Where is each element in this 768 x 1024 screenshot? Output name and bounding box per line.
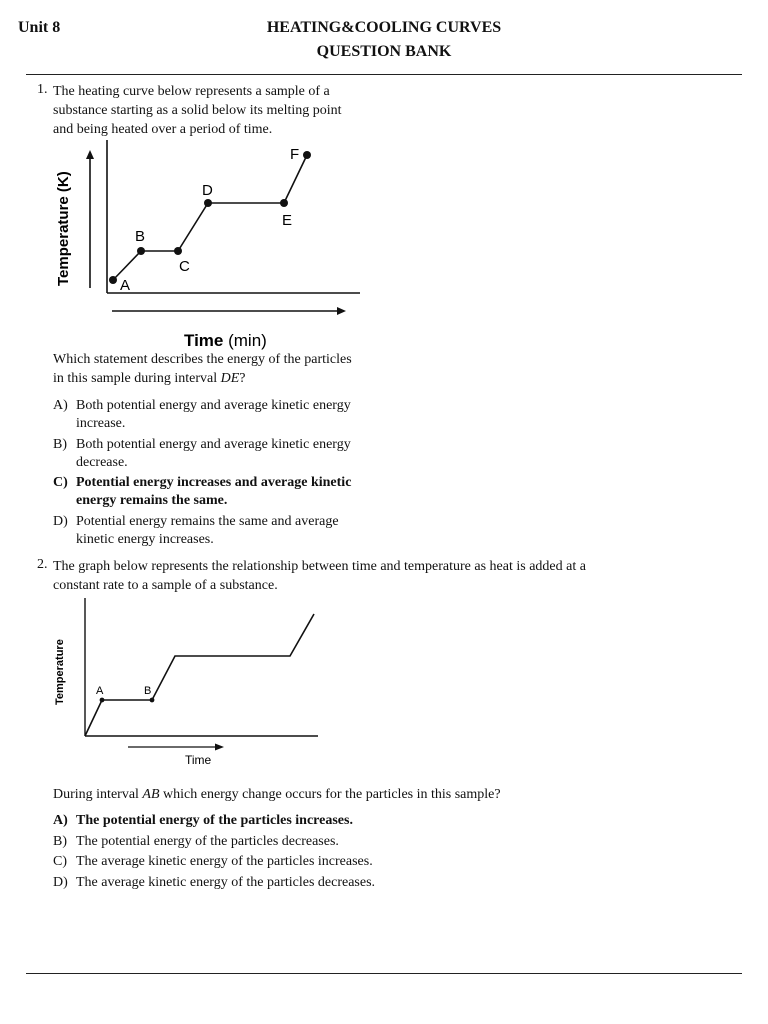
option-text: The average kinetic energy of the particles decreases. bbox=[76, 875, 376, 890]
q2-y-label: Temperature bbox=[54, 639, 66, 705]
option-line: Potential energy increases and average kinetic bbox=[76, 475, 352, 490]
q2-question-post: which energy change occurs for the particles in this sample? bbox=[159, 787, 501, 802]
q1-chart-bg bbox=[48, 138, 378, 350]
q1-label-a: A bbox=[120, 277, 131, 294]
q2-question-pre: During interval bbox=[53, 787, 143, 802]
option-line: Both potential energy and average kinetic energy bbox=[76, 437, 351, 452]
q1-x-label-main: Time bbox=[184, 331, 224, 350]
q2-stem-line: The graph below represents the relationship between time and temperature as heat is added at a bbox=[53, 559, 586, 574]
option-text bbox=[76, 397, 396, 433]
option-text: The potential energy of the particles decreases. bbox=[76, 834, 339, 849]
q1-y-label: Temperature (K) bbox=[55, 171, 72, 286]
option-line: Potential energy remains the same and average bbox=[76, 514, 339, 529]
q1-point-d bbox=[204, 199, 212, 207]
q1-heating-curve bbox=[48, 138, 378, 350]
q1-point-c bbox=[174, 247, 182, 255]
header-divider bbox=[26, 74, 742, 75]
page-title: HEATING&COOLING CURVES bbox=[266, 19, 502, 36]
q1-label-e: E bbox=[282, 212, 293, 229]
option-text: The average kinetic energy of the particles increases. bbox=[76, 854, 373, 869]
q1-stem bbox=[53, 82, 342, 139]
option-line: increase. bbox=[76, 416, 126, 431]
q1-question bbox=[53, 350, 352, 388]
q2-label-b: B bbox=[144, 685, 152, 697]
q2-point-a bbox=[100, 698, 105, 703]
option-label: A) bbox=[53, 398, 68, 413]
q1-option-d[interactable] bbox=[53, 513, 393, 551]
q2-heating-graph bbox=[48, 594, 328, 770]
q1-x-label bbox=[184, 331, 267, 350]
q1-point-e bbox=[280, 199, 288, 207]
q2-option-b[interactable] bbox=[53, 833, 453, 852]
q2-stem-line: constant rate to a sample of a substance. bbox=[53, 578, 278, 593]
q2-option-c[interactable] bbox=[53, 853, 453, 872]
q1-interval: DE bbox=[220, 371, 240, 386]
option-label: C) bbox=[53, 475, 68, 490]
q2-number: 2. bbox=[37, 557, 48, 572]
option-line: energy remains the same. bbox=[76, 493, 228, 508]
q1-question-line: Which statement describes the energy of the particles bbox=[53, 352, 352, 367]
option-text bbox=[76, 474, 396, 510]
option-line: Both potential energy and average kinetic energy bbox=[76, 398, 351, 413]
footer-divider bbox=[26, 973, 742, 974]
option-text bbox=[76, 513, 396, 549]
q2-x-label: Time bbox=[185, 753, 212, 767]
q1-question-text: in this sample during interval bbox=[53, 371, 221, 386]
q1-option-a[interactable] bbox=[53, 397, 393, 435]
q1-stem-line: and being heated over a period of time. bbox=[53, 122, 273, 137]
q1-number: 1. bbox=[37, 82, 48, 97]
q1-label-c: C bbox=[179, 258, 190, 275]
q1-option-c[interactable] bbox=[53, 474, 393, 512]
q2-label-a: A bbox=[96, 685, 104, 697]
q1-x-label-unit: (min) bbox=[223, 331, 267, 350]
q2-point-b bbox=[150, 698, 155, 703]
q1-stem-line: substance starting as a solid below its melting point bbox=[53, 103, 342, 118]
q1-option-b[interactable] bbox=[53, 436, 393, 474]
option-label: B) bbox=[53, 437, 67, 452]
option-line: kinetic energy increases. bbox=[76, 532, 214, 547]
q2-question bbox=[53, 785, 653, 804]
q1-label-d: D bbox=[202, 182, 213, 199]
option-label: A) bbox=[53, 813, 68, 828]
q1-label-f: F bbox=[290, 146, 300, 163]
option-text bbox=[76, 436, 396, 472]
q2-chart-bg bbox=[48, 594, 328, 770]
q1-stem-line: The heating curve below represents a sample of a bbox=[53, 84, 330, 99]
q1-question-line bbox=[53, 369, 352, 388]
option-text: The potential energy of the particles increases. bbox=[76, 813, 353, 828]
q2-interval: AB bbox=[142, 787, 160, 802]
q1-label-b: B bbox=[135, 228, 146, 245]
unit-label: Unit 8 bbox=[18, 19, 61, 36]
option-label: B) bbox=[53, 834, 67, 849]
option-label: D) bbox=[53, 875, 68, 890]
page-subtitle: QUESTION BANK bbox=[316, 43, 452, 60]
q1-point-f bbox=[303, 151, 311, 159]
q1-point-a bbox=[109, 276, 117, 284]
q1-point-b bbox=[137, 247, 145, 255]
option-line: decrease. bbox=[76, 455, 128, 470]
option-label: C) bbox=[53, 854, 67, 869]
q2-option-d[interactable] bbox=[53, 874, 453, 893]
q2-stem bbox=[53, 557, 653, 595]
option-label: D) bbox=[53, 514, 68, 529]
q2-option-a[interactable] bbox=[53, 812, 453, 831]
q1-question-mark: ? bbox=[239, 371, 246, 386]
